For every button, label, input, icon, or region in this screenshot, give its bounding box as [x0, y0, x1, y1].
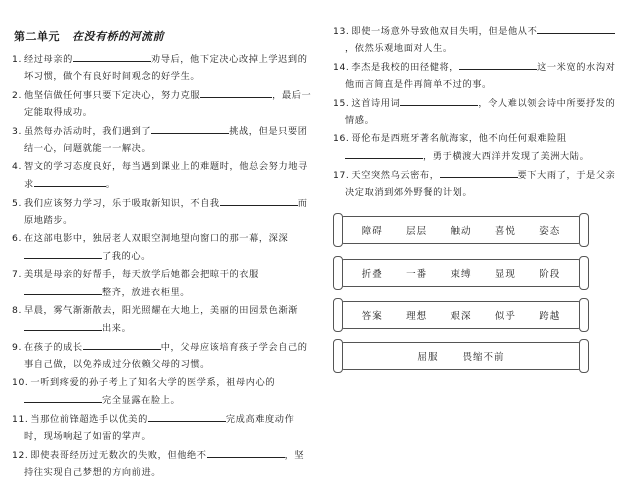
word: 触动: [450, 226, 472, 237]
question-text-before: 经过母亲的: [23, 54, 73, 65]
answer-blank[interactable]: [83, 338, 161, 350]
question-text-before: 早晨，雾气渐渐散去，阳光照耀在大地上，美丽的田园景色渐渐: [23, 305, 299, 316]
page-title: [14, 28, 312, 44]
question-item: [12, 338, 312, 373]
question-text-before: 这首诗用词: [351, 98, 401, 109]
question-item: [12, 158, 312, 193]
question-number: 1.: [12, 54, 22, 65]
question-text-before: 美琪是母亲的好帮手，每天放学后她都会把晾干的衣服: [23, 269, 259, 280]
question-item: [12, 194, 312, 229]
question-list-left: [12, 50, 312, 481]
question-item: [333, 58, 625, 93]
answer-blank[interactable]: [345, 147, 423, 159]
question-text-after: 要下大雨了，于是父亲决定取消到郊外野餐的计划。: [345, 170, 616, 198]
word-bank-3: [341, 301, 581, 329]
question-number: 5.: [12, 198, 22, 209]
question-text-after: 中，父母应该培育孩子学会自己的事自己做，以免养成过分依赖父母的习惯。: [24, 342, 308, 370]
answer-blank[interactable]: [151, 122, 229, 134]
word: 障碍: [361, 226, 383, 237]
question-number: 12.: [12, 450, 29, 461]
question-number: 7.: [12, 269, 22, 280]
question-text-before: 哥伦布是西班牙著名航海家，他不向任何艰难险阻: [351, 133, 567, 144]
question-text-after: 。: [105, 179, 116, 190]
question-text-after: ，勇于横渡大西洋并发现了美洲大陆。: [423, 151, 590, 162]
word: 艰深: [450, 311, 472, 322]
question-text-before: 李杰是我校的田径健将，: [351, 62, 460, 73]
answer-blank[interactable]: [220, 194, 298, 206]
word-bank-1: [341, 216, 581, 244]
answer-blank[interactable]: [24, 319, 102, 331]
word: 折叠: [361, 269, 383, 280]
word-bank-3-words: [342, 302, 580, 328]
question-item: [12, 374, 312, 409]
question-text-before: 在孩子的成长: [23, 342, 83, 353]
question-text-before: 一听到疼爱的孙子考上了知名大学的医学系，祖母内心的: [30, 377, 276, 388]
right-column: [333, 22, 625, 202]
question-text-after: 劝导后，他下定决心改掉上学迟到的坏习惯，做个有良好时间观念的好学生。: [24, 54, 308, 82]
question-text-before: 在这部电影中，独居老人双眼空洞地望向窗口的那一幕，深深: [23, 233, 289, 244]
question-text-after: 这一米宽的水沟对他而言简直是件再简单不过的事。: [345, 62, 616, 90]
question-item: [12, 302, 312, 337]
question-item: [12, 86, 312, 121]
question-number: 4.: [12, 161, 22, 172]
question-item: [333, 130, 625, 165]
question-number: 10.: [12, 377, 29, 388]
question-text-after: 完成高难度动作时，现场响起了如雷的掌声。: [24, 414, 295, 442]
answer-blank[interactable]: [207, 446, 285, 458]
lesson-title: 在没有桥的河流前: [72, 30, 164, 43]
question-text-after: 出来。: [102, 323, 132, 334]
word-bank-2: [341, 259, 581, 287]
question-text-after: 完全显露在脸上。: [102, 395, 181, 406]
question-number: 16.: [333, 133, 350, 144]
question-number: 8.: [12, 305, 22, 316]
question-item: [12, 122, 312, 157]
question-text-after: ，最后一定能取得成功。: [24, 90, 312, 118]
word: 似乎: [494, 311, 516, 322]
question-number: 3.: [12, 126, 22, 137]
answer-blank[interactable]: [24, 247, 102, 259]
question-number: 11.: [12, 414, 29, 425]
question-item: [12, 230, 312, 265]
answer-blank[interactable]: [440, 166, 518, 178]
word: 理想: [406, 311, 428, 322]
question-number: 14.: [333, 62, 350, 73]
question-text-before: 天空突然乌云密布，: [351, 170, 440, 181]
question-number: 15.: [333, 98, 350, 109]
word: 屈服: [417, 352, 439, 363]
question-text-after: 了我的心。: [102, 251, 151, 262]
question-text-before: 我们应该努力学习，乐于吸取新知识，不自我: [23, 198, 220, 209]
word-bank-2-words: [342, 260, 580, 286]
word: 层层: [406, 226, 428, 237]
question-item: [333, 22, 625, 57]
word: 束缚: [450, 269, 472, 280]
question-number: 6.: [12, 233, 22, 244]
answer-blank[interactable]: [73, 50, 151, 62]
question-text-after: ，坚持往实现自己梦想的方向前进。: [24, 450, 305, 478]
question-text-before: 虽然每办活动时，我们遇到了: [23, 126, 152, 137]
question-item: [12, 50, 312, 85]
answer-blank[interactable]: [148, 410, 226, 422]
question-number: 17.: [333, 170, 350, 181]
question-number: 13.: [333, 26, 350, 37]
question-item: [333, 166, 625, 201]
question-item: [12, 266, 312, 301]
question-item: [12, 446, 312, 481]
word: 畏缩不前: [462, 352, 505, 363]
word: 一番: [406, 269, 428, 280]
question-list-right: [333, 22, 625, 201]
word-bank-1-words: [342, 217, 580, 243]
question-text-after: ，依然乐观地面对人生。: [345, 43, 453, 54]
word: 显现: [494, 269, 516, 280]
question-text-after: ，令人难以领会诗中所要抒发的情感。: [345, 98, 616, 126]
unit-label: 第二单元: [14, 30, 60, 43]
left-column: [12, 22, 312, 482]
answer-blank[interactable]: [537, 22, 615, 34]
word: 跨越: [539, 311, 561, 322]
word: 答案: [361, 311, 383, 322]
question-number: 2.: [12, 90, 22, 101]
question-text-before: 智文的学习态度良好，每当遇到课业上的难题时，他总会努力地寻求: [23, 161, 308, 190]
answer-blank[interactable]: [24, 283, 102, 295]
question-item: [12, 410, 312, 445]
word-bank-4: [341, 342, 581, 370]
question-text-before: 当那位前锋超选手以优美的: [30, 414, 148, 425]
question-text-before: 他坚信做任何事只要下定决心，努力克服: [23, 90, 201, 101]
question-text-after: 挑战，但是只要团结一心，问题就能一一解决。: [24, 126, 308, 154]
question-text-before: 即使表哥经历过无数次的失败，但他绝不: [30, 450, 207, 461]
word: 姿态: [539, 226, 561, 237]
question-number: 9.: [12, 342, 22, 353]
question-text-before: 即使一场意外导致他双目失明，但是他从不: [351, 26, 538, 37]
word: 阶段: [539, 269, 561, 280]
word: 喜悦: [494, 226, 516, 237]
answer-blank[interactable]: [200, 86, 272, 98]
question-item: [333, 94, 625, 129]
question-text-after: 而原地踏步。: [24, 198, 308, 226]
answer-blank[interactable]: [34, 175, 106, 187]
answer-blank[interactable]: [24, 391, 102, 403]
word-bank-4-words: [342, 343, 580, 369]
answer-blank[interactable]: [459, 58, 537, 70]
answer-blank[interactable]: [400, 94, 478, 106]
question-text-after: 整齐，放进衣柜里。: [102, 287, 191, 298]
